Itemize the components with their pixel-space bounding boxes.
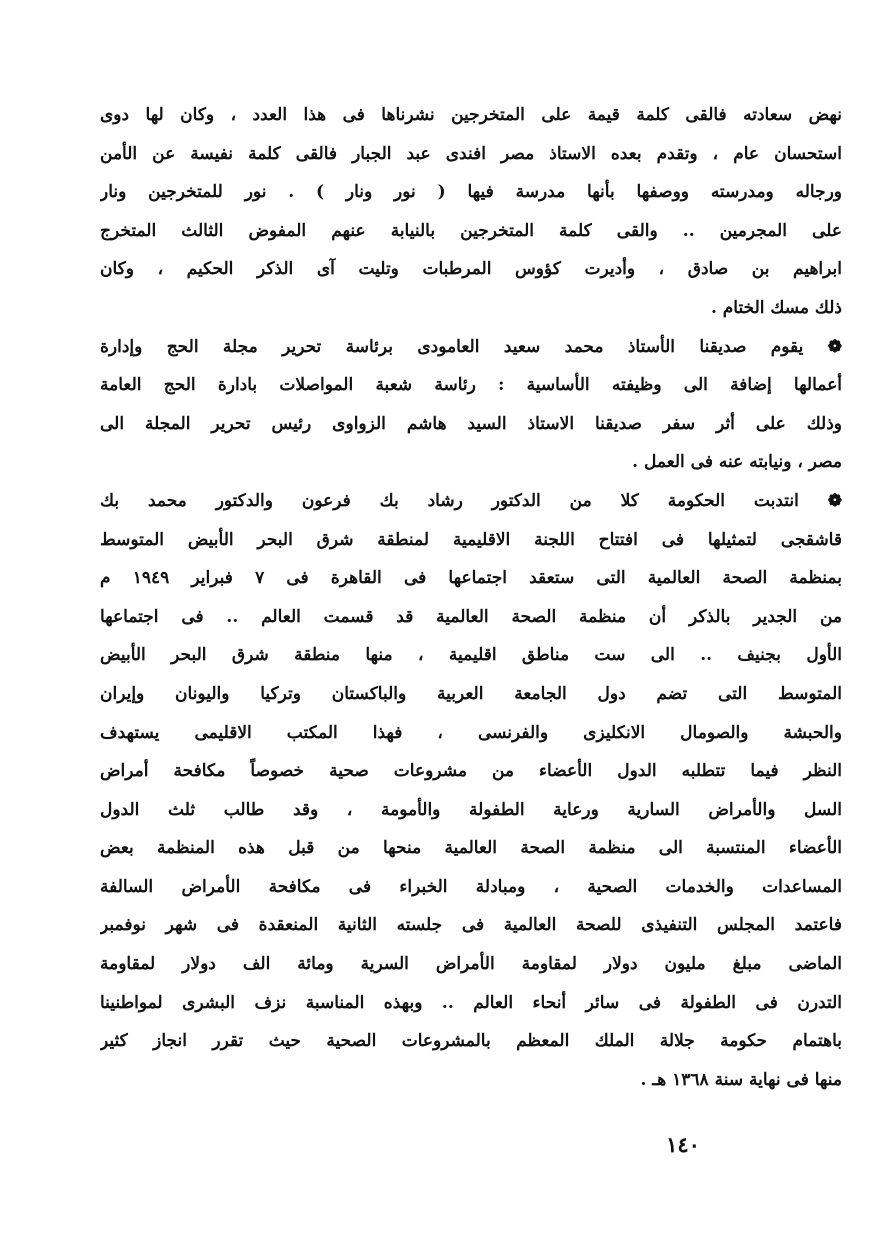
text-line: الماضى مبلغ مليون دولار لمقاومة الأمراض السرية ومائة الف دولار لمقاومة	[100, 954, 842, 975]
text-line: ❁ يقوم صديقنا الأستاذ محمد سعيد العامودى برئاسة تحرير مجلة الحج وإدارة	[100, 336, 842, 357]
text-line: على المجرمين .. والقى كلمة المتخرجين بالنيابة عنهم المفوض الثالث المتخرج	[100, 220, 842, 241]
text-line: مصر ، ونيابته عنه فى العمل .	[632, 452, 842, 473]
text-line: التدرن فى الطفولة فى سائر أنحاء العالم .. وبهذه المناسبة نزف البشرى لمواطنينا	[100, 992, 842, 1013]
article-text	[100, 96, 842, 1099]
text-line: المتوسط التى تضم دول الجامعة العربية والباكستان وتركيا واليونان وإيران	[100, 683, 842, 704]
text-line: ابراهيم بن صادق ، وأديرت كؤوس المرطبات وتليت آى الذكر الحكيم ، وكان	[100, 259, 842, 280]
text-line: منها فى نهاية سنة ١٣٦٨ هـ .	[640, 1069, 842, 1090]
text-line: المساعدات والخدمات الصحية ، ومبادلة الخبراء فى مكافحة الأمراض السالفة	[100, 876, 842, 897]
text-line: السل والأمراض السارية ورعاية الطفولة والأمومة ، وقد طالب ثلث الدول	[100, 799, 842, 820]
text-line: فاعتمد المجلس التنفيذى للصحة العالمية فى جلسته الثانية المنعقدة فى شهر نوفمبر	[100, 915, 842, 936]
text-line: والحبشة والصومال الانكليزى والفرنسى ، فهذا المكتب الاقليمى يستهدف	[100, 722, 842, 743]
text-line: أعمالها إضافة الى وظيفته الأساسية : رئاسة شعبة المواصلات بادارة الحج العامة	[100, 375, 842, 396]
text-line: ورجاله ومدرسته ووصفها بأنها مدرسة فيها ( نور ونار ) . نور للمتخرجين ونار	[100, 182, 842, 203]
text-line: وذلك على أثر سفر صديقنا الاستاذ السيد هاشم الزواوى رئيس تحرير المجلة الى	[100, 413, 842, 434]
page-number: ١٤٠	[666, 1132, 700, 1157]
text-line: النظر فيما تتطلبه الدول الأعضاء من مشروعات صحية خصوصاً مكافحة أمراض	[100, 761, 842, 782]
text-line: نهض سعادته فالقى كلمة قيمة على المتخرجين نشرناها فى هذا العدد ، وكان لها دوى	[100, 105, 842, 125]
text-line: ذلك مسك الختام .	[710, 297, 842, 318]
text-line: باهتمام حكومة جلالة الملك المعظم بالمشروعات الصحية حيث تقرر انجاز كثير	[100, 1031, 842, 1052]
text-line: من الجدير بالذكر أن منظمة الصحة العالمية قد قسمت العالم .. فى اجتماعها	[100, 606, 842, 627]
text-line: بمنظمة الصحة العالمية التى ستعقد اجتماعها فى القاهرة فى ٧ فبراير ١٩٤٩ م	[100, 568, 842, 589]
text-line: استحسان عام ، وتقدم بعده الاستاذ مصر افندى عبد الجبار فالقى كلمة نفيسة عن الأمن	[100, 143, 842, 164]
text-line: الأول بجنيف .. الى ست مناطق اقليمية ، منها منطقة شرق البحر الأبيض	[100, 645, 842, 666]
text-line: الأعضاء المنتسبة الى منظمة الصحة العالمية منحها من قبل هذه المنظمة بعض	[100, 838, 842, 859]
text-line: ❁ انتدبت الحكومة كلا من الدكتور رشاد بك فرعون والدكتور محمد بك	[100, 490, 842, 511]
text-line: قاشقجى لتمثيلها فى افتتاح اللجنة الاقليمية لمنطقة شرق البحر الأبيض المتوسط	[100, 529, 842, 550]
